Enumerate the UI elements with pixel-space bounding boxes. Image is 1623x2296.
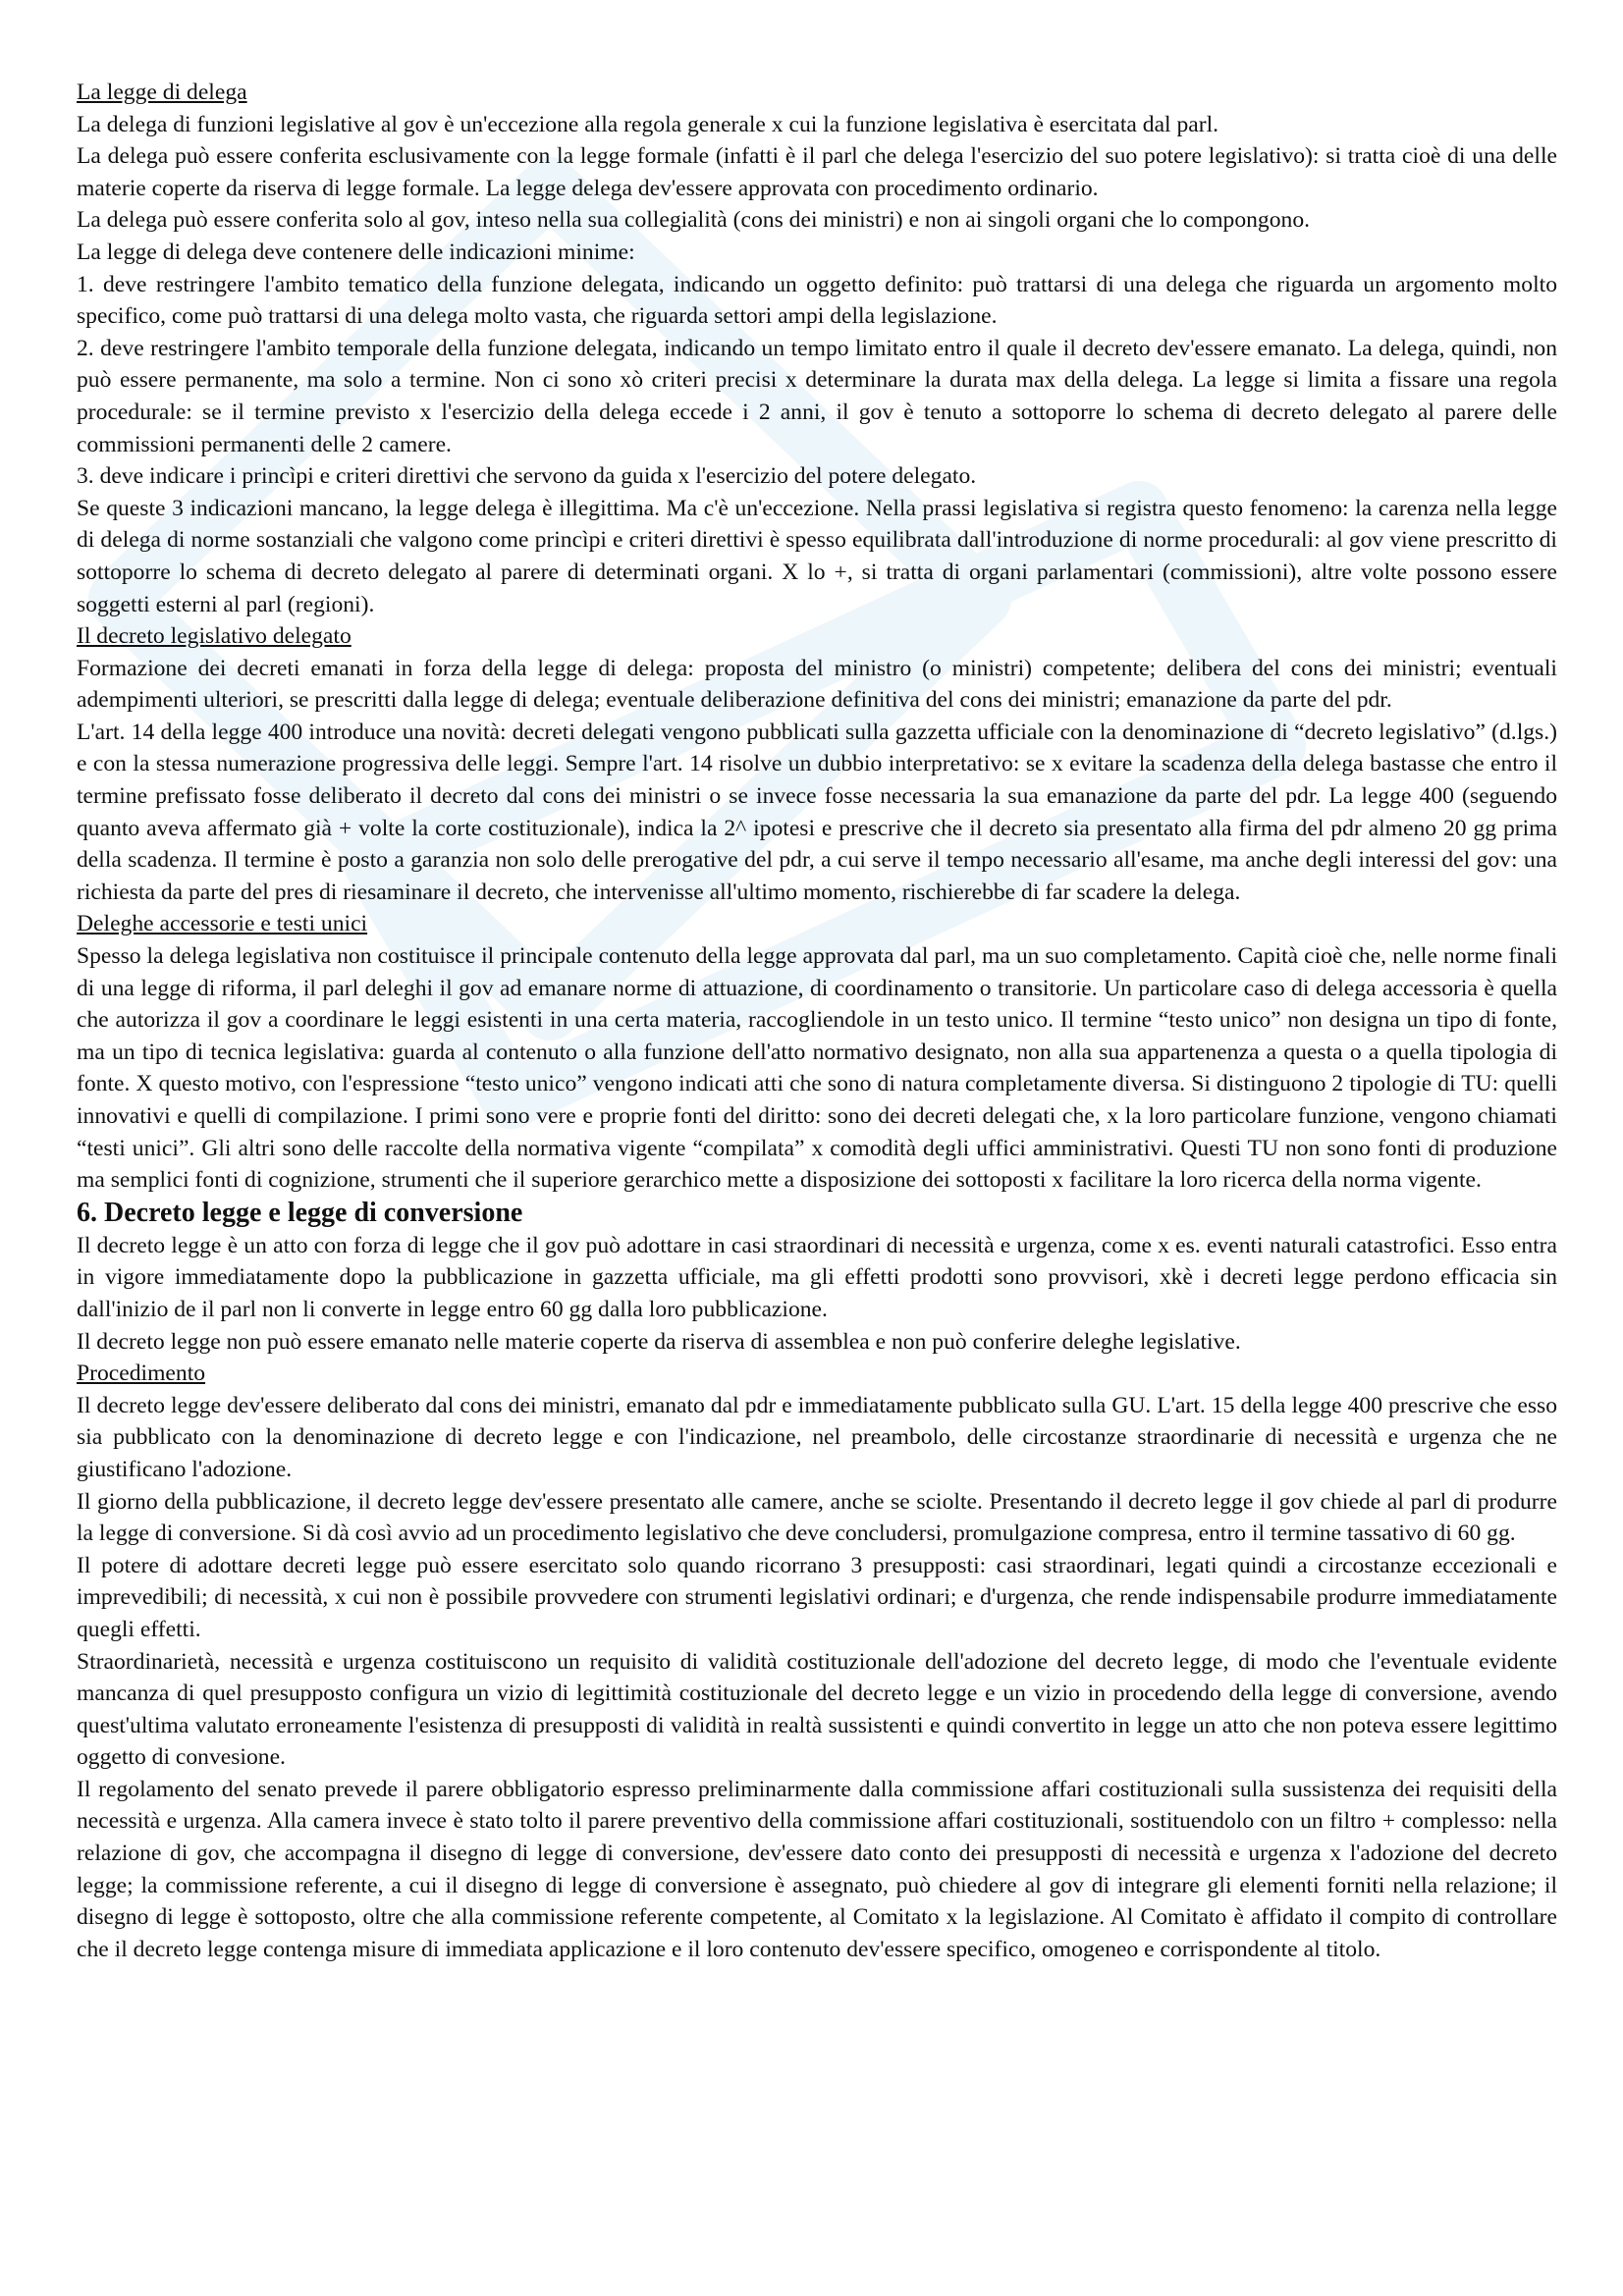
paragraph: Formazione dei decreti emanati in forza della legge di delega: proposta del ministro (o ministri) competente; delibera del cons dei ministri; eventuali adempimenti ulteriori, se prescritti dalla legge di delega; eventuale deliberazione definitiva del cons dei ministri; emanazione da parte del pdr. (77, 655, 1557, 714)
heading-decreto-legislativo-delegato: Il decreto legislativo delegato (77, 623, 352, 650)
list-item: 2. deve restringere l'ambito temporale della funzione delegata, indicando un tempo limitato entro il quale il decreto dev'essere emanato. La delega, quindi, non può essere permanente, ma solo a termine. Non ci sono xò criteri precisi x determinare la durata max della delega. La legge si limita a fissare una regola procedurale: se il termine previsto x l'esercizio della delega eccede i 2 anni, il gov è tenuto a sottoporre lo schema di decreto delegato al parere delle commissioni permanenti delle 2 camere. (77, 335, 1557, 457)
heading-procedimento: Procedimento (77, 1361, 206, 1387)
paragraph: Se queste 3 indicazioni mancano, la legge delega è illegittima. Ma c'è un'eccezione. Nella prassi legislativa si registra questo fenomeno: la carenza nella legge di delega di norme sostanziali che valgono come princìpi e criteri direttivi è spesso equilibrata dall'introduzione di norme procedurali: al gov viene prescritto di sottoporre lo schema di decreto delegato al parere di determinati organi. X lo +, si tratta di organi parlamentari (commissioni), altre volte possono essere soggetti esterni al parl (regioni). (77, 495, 1557, 617)
document-page (77, 77, 1557, 1965)
paragraph: Il giorno della pubblicazione, il decreto legge dev'essere presentato alle camere, anche se sciolte. Presentando il decreto legge il gov chiede al parl di produrre la legge di conversione. Si dà così avvio ad un procedimento legislativo che deve concludersi, promulgazione compresa, entro il termine tassativo di 60 gg. (77, 1488, 1557, 1547)
paragraph: Spesso la delega legislativa non costituisce il principale contenuto della legge approvata dal parl, ma un suo completamento. Capità cioè che, nelle norme finali di una legge di riforma, il parl deleghi il gov ad emanare norme di attuazione, di coordinamento o transitorie. Un particolare caso di delega accessoria è quella che autorizza il gov a coordinare le leggi esistenti in una certa materia, raccogliendole in un testo unico. Il termine “testo unico” non designa un tipo di fonte, ma un tipo di tecnica legislativa: guarda al contenuto o alla funzione dell'atto normativo designato, non alla sua appartenenza a questa o a quella tipologia di fonte. X questo motivo, con l'espressione “testo unico” vengono indicati atti che sono di natura completamente diversa. Si distinguono 2 tipologie di TU: quelli innovativi e quelli di compilazione. I primi sono vere e proprie fonti del diritto: sono dei decreti delegati che, x la loro particolare funzione, vengono chiamati “testi unici”. Gli altri sono delle raccolte della normativa vigente “compilata” x comodità degli uffici amministrativi. Questi TU non sono fonti di produzione ma semplici fonti di cognizione, strumenti che il superiore gerarchico mette a disposizione dei sottoposti x facilitare la loro ricerca della norma vigente. (77, 943, 1557, 1194)
paragraph: Il potere di adottare decreti legge può essere esercitato solo quando ricorrano 3 presupposti: casi straordinari, legati quindi a circostanze eccezionali e imprevedibili; di necessità, x cui non è possibile provvedere con strumenti legislativi ordinari; e d'urgenza, che rende indispensabile produrre immediatamente quegli effetti. (77, 1552, 1557, 1642)
paragraph: La delega può essere conferita esclusivamente con la legge formale (infatti è il parl che delega l'esercizio del suo potere legislativo): si tratta cioè di una delle materie coperte da riserva di legge formale. La legge delega dev'essere approvata con procedimento ordinario. (77, 143, 1557, 201)
paragraph: Il regolamento del senato prevede il parere obbligatorio espresso preliminarmente dalla commissione affari costituzionali sulla sussistenza dei requisiti della necessità e urgenza. Alla camera invece è stato tolto il parere preventivo della commissione affari costituzionali, sostituendolo con un filtro + complesso: nella relazione di gov, che accompagna il disegno di legge di conversione, dev'essere dato conto dei presupposti di necessità e urgenza x l'adozione del decreto legge; la commissione referente, a cui il disegno di legge di conversione è assegnato, può chiedere al gov di integrare gli elementi forniti nella relazione; il disegno di legge è sottoposto, oltre che alla commissione referente competente, al Comitato x la legislazione. Al Comitato è affidato il compito di controllare che il decreto legge contenga misure di immediata applicazione e il loro contenuto dev'essere specifico, omogeneo e corrispondente al titolo. (77, 1776, 1557, 1962)
paragraph: Il decreto legge non può essere emanato nelle materie coperte da riserva di assemblea e non può conferire deleghe legislative. (77, 1328, 1241, 1355)
paragraph: La legge di delega deve contenere delle indicazioni minime: (77, 239, 635, 265)
list-item: 3. deve indicare i princìpi e criteri direttivi che servono da guida x l'esercizio del potere delegato. (77, 463, 977, 490)
heading-deleghe-accessorie: Deleghe accessorie e testi unici (77, 911, 368, 937)
section-title: 6. Decreto legge e legge di conversione (77, 1197, 523, 1228)
paragraph: Straordinarietà, necessità e urgenza costituiscono un requisito di validità costituzionale dell'adozione del decreto legge, di modo che l'eventuale evidente mancanza di quel presupposto configura un vizio di legittimità costituzionale del decreto legge e un vizio in procedendo della legge di conversione, avendo quest'ultima valutato erroneamente l'esistenza di presupposti di validità in realtà sussistenti e quindi convertito in legge un atto che non poteva essere legittimo oggetto di convesione. (77, 1648, 1557, 1771)
paragraph: La delega di funzioni legislative al gov è un'eccezione alla regola generale x cui la funzione legislativa è esercitata dal parl. (77, 111, 1219, 137)
paragraph: Il decreto legge è un atto con forza di legge che il gov può adottare in casi straordinari di necessità e urgenza, come x es. eventi naturali catastrofici. Esso entra in vigore immediatamente dopo la pubblicazione in gazzetta ufficiale, ma gli effetti prodotti sono provvisori, xkè i decreti legge perdono efficacia sin dall'inizio de il parl non li converte in legge entro 60 gg dalla loro pubblicazione. (77, 1232, 1557, 1322)
paragraph: L'art. 14 della legge 400 introduce una novità: decreti delegati vengono pubblicati sulla gazzetta ufficiale con la denominazione di “decreto legislativo” (d.lgs.) e con la stessa numerazione progressiva delle leggi. Sempre l'art. 14 risolve un dubbio interpretativo: se x evitare la scadenza della delega bastasse che entro il termine prefissato fosse deliberato il decreto dal cons dei ministri o se invece fosse necessaria la sua emanazione da parte del pdr. La legge 400 (seguendo quanto aveva affermato già + volte la corte costituzionale), indica la 2^ ipotesi e prescrive che il decreto sia presentato alla firma del pdr almeno 20 gg prima della scadenza. Il termine è posto a garanzia non solo delle prerogative del pdr, a cui serve il tempo necessario all'esame, ma anche degli interessi del gov: una richiesta da parte del pres di riesaminare il decreto, che intervenisse all'ultimo momento, rischierebbe di far scadere la delega. (77, 719, 1557, 905)
paragraph: Il decreto legge dev'essere deliberato dal cons dei ministri, emanato dal pdr e immediatamente pubblicato sulla GU. L'art. 15 della legge 400 prescrive che esso sia pubblicato con la denominazione di decreto legge e con l'indicazione, nel preambolo, delle circostanze straordinarie di necessità e urgenza che ne giustificano l'adozione. (77, 1392, 1557, 1482)
heading-legge-di-delega: La legge di delega (77, 80, 247, 105)
list-item: 1. deve restringere l'ambito tematico della funzione delegata, indicando un oggetto definito: può trattarsi di una delega che riguarda un argomento molto specifico, come può trattarsi di una delega molto vasta, che riguarda settori ampi della legislazione. (77, 271, 1557, 330)
paragraph: La delega può essere conferita solo al gov, inteso nella sua collegialità (cons dei ministri) e non ai singoli organi che lo compongono. (77, 207, 1311, 234)
